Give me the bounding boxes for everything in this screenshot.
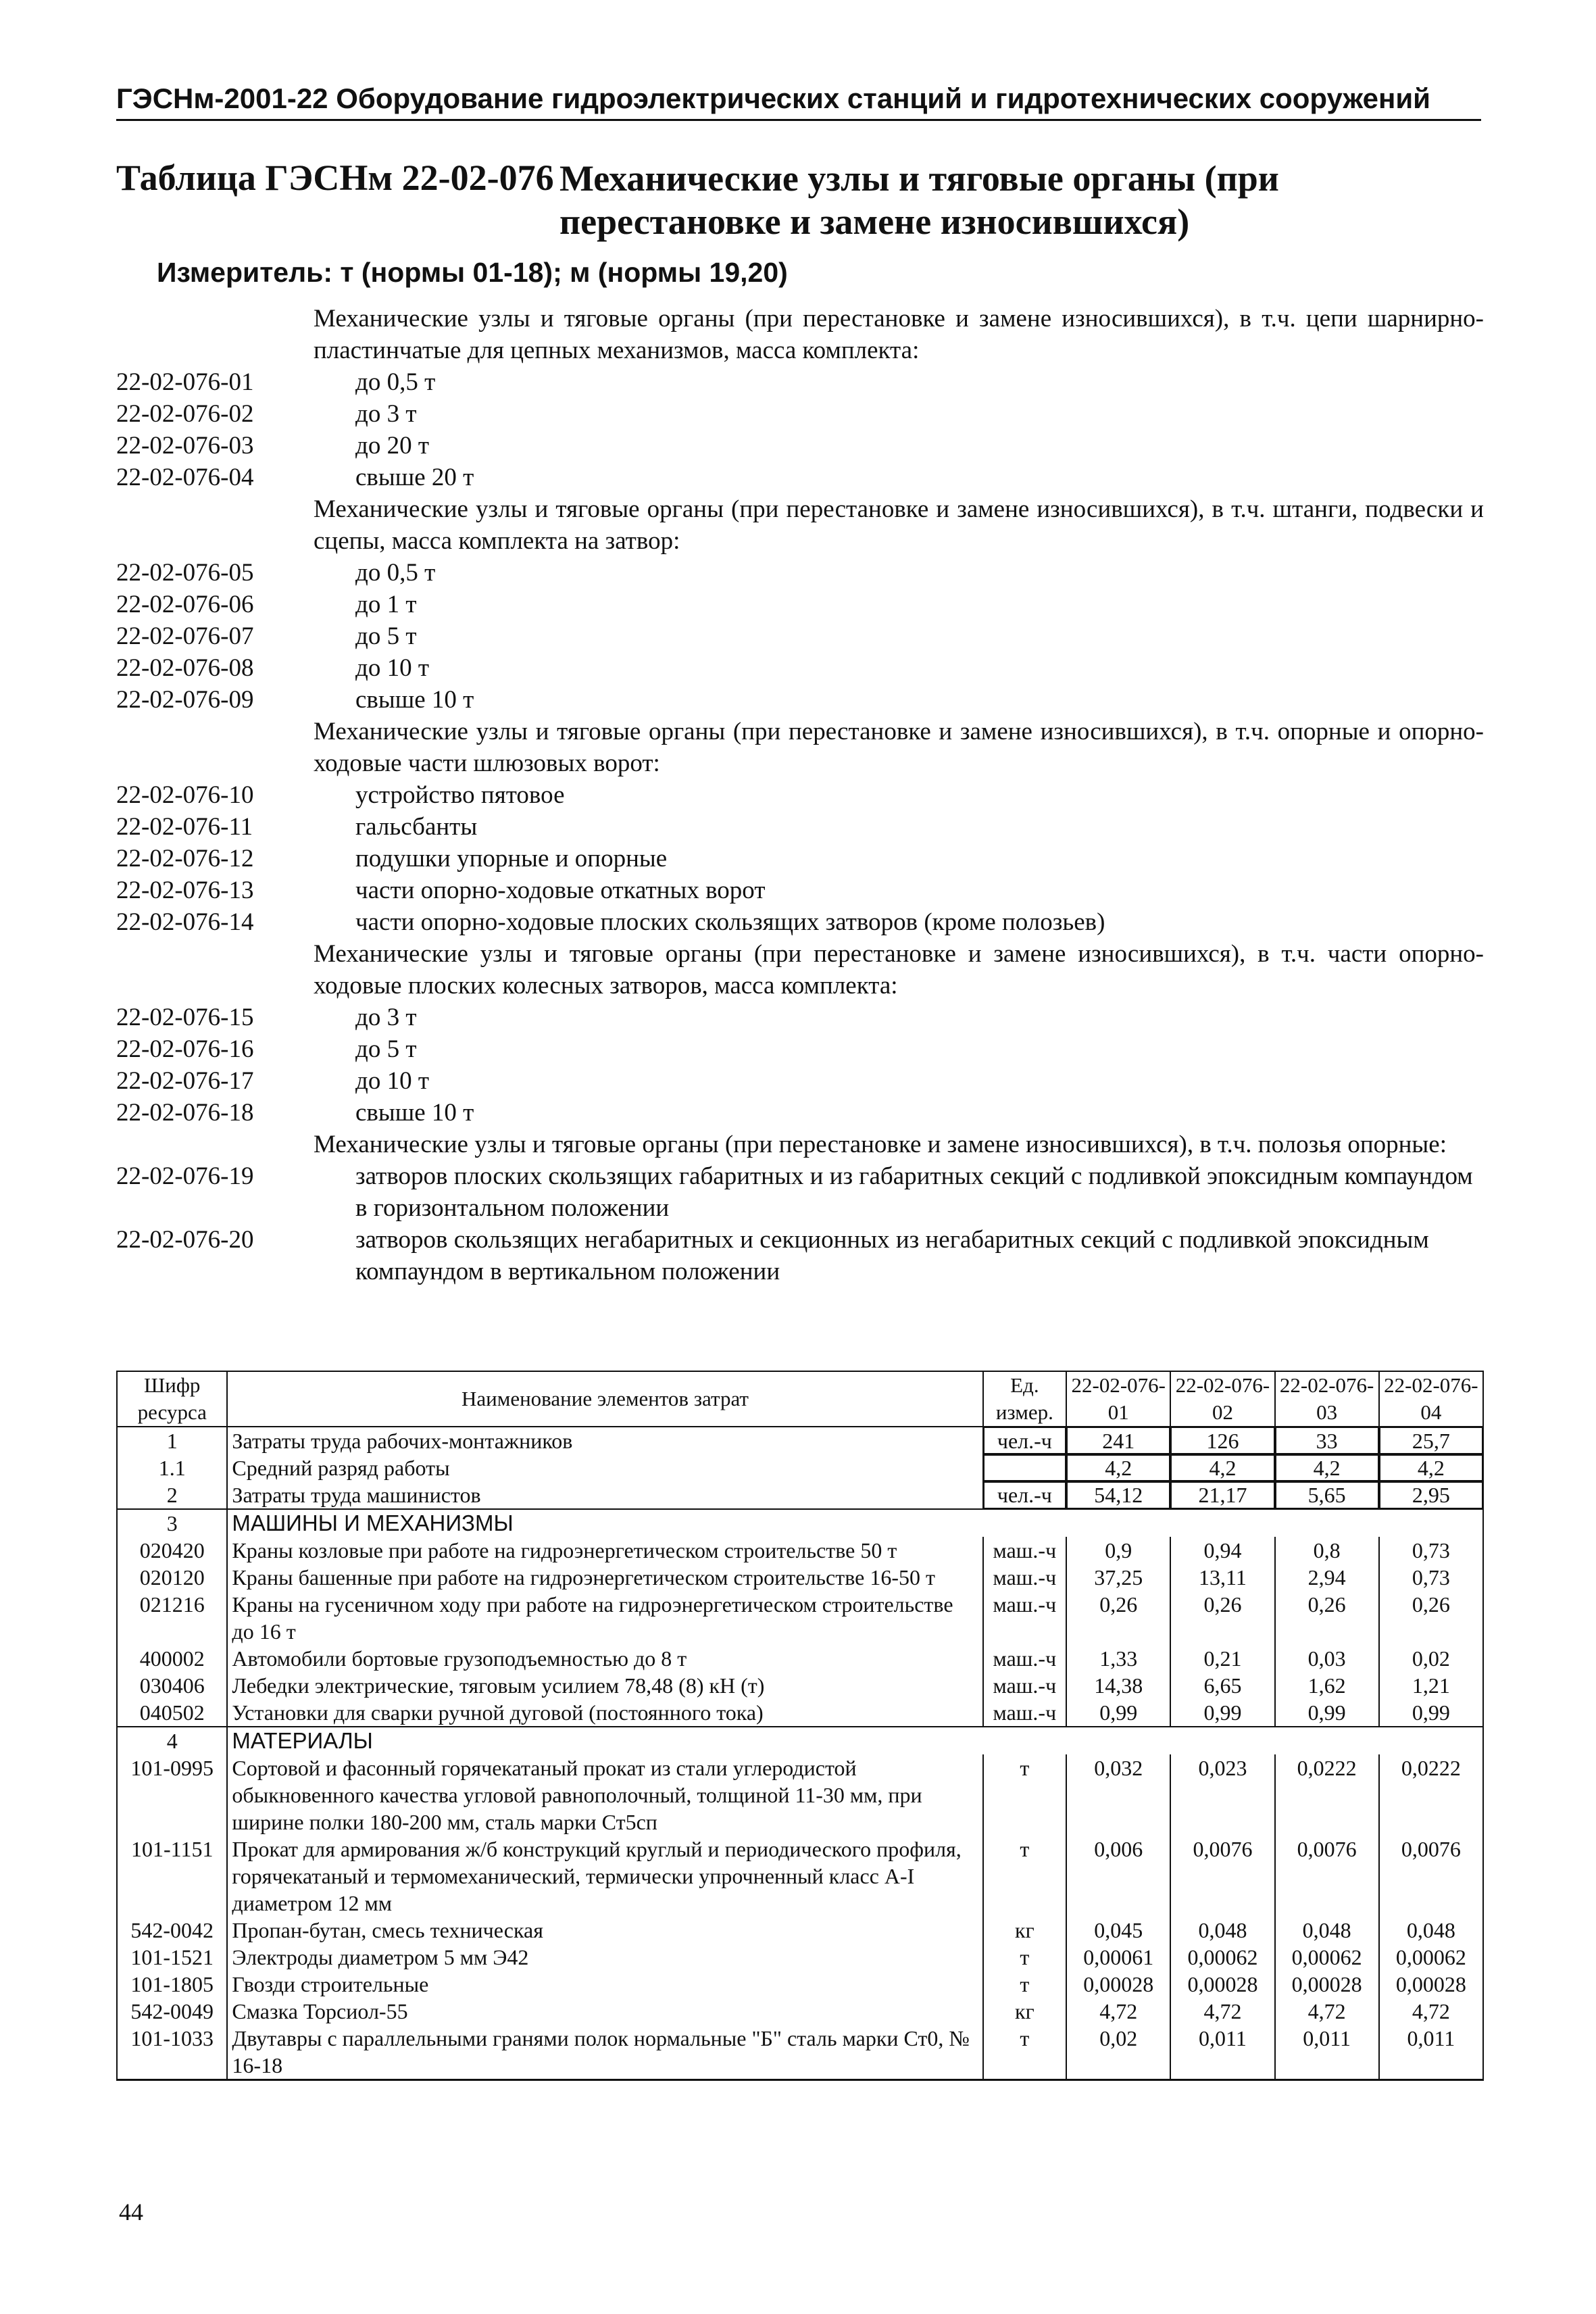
norm-code: 22-02-076-18 <box>116 1099 254 1127</box>
norm-text: до 20 т <box>355 432 429 460</box>
resource-value: 4,2 <box>1275 1454 1379 1481</box>
norm-item <box>116 1224 1484 1287</box>
norm-code: 22-02-076-14 <box>116 908 254 936</box>
resource-value: 0,94 <box>1170 1537 1274 1564</box>
resource-row <box>117 1672 1483 1699</box>
resource-row <box>117 1836 1483 1917</box>
resource-row <box>117 1591 1483 1645</box>
norm-text: до 0,5 т <box>355 559 436 587</box>
norm-code: 22-02-076-10 <box>116 781 254 809</box>
norm-text: свыше 10 т <box>355 1099 474 1127</box>
resource-row <box>117 1754 1483 1836</box>
norm-code: 22-02-076-06 <box>116 591 254 618</box>
norm-item <box>116 652 1484 684</box>
resource-value: 0,8 <box>1275 1537 1379 1564</box>
resource-unit: маш.-ч <box>983 1564 1067 1591</box>
resource-row <box>117 1645 1483 1672</box>
norm-text: до 3 т <box>355 400 417 428</box>
resource-unit: т <box>983 1754 1067 1836</box>
resource-value: 0,048 <box>1170 1917 1274 1944</box>
norm-text: части опорно-ходовые откатных ворот <box>355 877 766 904</box>
resource-value: 1,33 <box>1066 1645 1170 1672</box>
resource-code: 020420 <box>117 1537 227 1564</box>
norm-text: до 1 т <box>355 591 417 618</box>
resource-code: 101-1521 <box>117 1944 227 1971</box>
resource-name: Краны башенные при работе на гидроэнергетическом строительстве 16-50 т <box>227 1564 982 1591</box>
norm-item <box>116 906 1484 938</box>
resource-value: 4,72 <box>1170 1998 1274 2025</box>
header-unit: Ед. измер. <box>983 1371 1067 1427</box>
resource-value: 54,12 <box>1066 1481 1170 1509</box>
resource-name: Двутавры с параллельными гранями полок нормальные "Б" сталь марки Ст0, № 16-18 <box>227 2025 982 2080</box>
norm-item <box>116 398 1484 430</box>
norm-text: до 10 т <box>355 654 429 682</box>
resource-unit: маш.-ч <box>983 1699 1067 1727</box>
resource-value: 0,048 <box>1275 1917 1379 1944</box>
norm-text: затворов плоских скользящих габаритных и из габаритных секций с подливкой эпоксидным компаундом в горизонтальном положении <box>355 1162 1473 1222</box>
section-title: МАТЕРИАЛЫ <box>227 1727 1483 1754</box>
norm-text: части опорно-ходовые плоских скользящих затворов (кроме полозьев) <box>355 908 1105 936</box>
resource-code: 3 <box>117 1509 227 1537</box>
resource-code: 020120 <box>117 1564 227 1591</box>
resource-code: 101-1805 <box>117 1971 227 1998</box>
resource-value: 0,99 <box>1275 1699 1379 1727</box>
resource-value: 0,00061 <box>1066 1944 1170 1971</box>
norm-group-description <box>116 493 1484 557</box>
resource-value: 33 <box>1275 1427 1379 1454</box>
resource-value: 0,0076 <box>1379 1836 1483 1917</box>
norm-text: гальсбанты <box>355 813 478 841</box>
norm-code: 22-02-076-15 <box>116 1004 254 1031</box>
resource-row <box>117 1537 1483 1564</box>
resource-value: 0,02 <box>1066 2025 1170 2080</box>
norm-code: 22-02-076-03 <box>116 432 254 460</box>
resource-name: Установки для сварки ручной дуговой (постоянного тока) <box>227 1699 982 1727</box>
resource-table-body <box>117 1427 1483 2080</box>
resource-value: 6,65 <box>1170 1672 1274 1699</box>
norm-item <box>116 1097 1484 1129</box>
norm-item <box>116 430 1484 462</box>
norm-group-description <box>116 303 1484 366</box>
norm-item <box>116 557 1484 589</box>
resource-code: 4 <box>117 1727 227 1754</box>
norm-item <box>116 1065 1484 1097</box>
norm-group-text: Механические узлы и тяговые органы (при перестановке и замене износившихся), в т.ч. части опорно-ходовые плоских колесных затворов, масса комплекта: <box>314 940 1484 1000</box>
norm-code: 22-02-076-12 <box>116 845 254 872</box>
resource-name: Затраты труда рабочих-монтажников <box>227 1427 982 1454</box>
norm-code: 22-02-076-11 <box>116 813 253 841</box>
resource-unit: кг <box>983 1998 1067 2025</box>
norm-code: 22-02-076-17 <box>116 1067 254 1095</box>
norm-item <box>116 366 1484 398</box>
resource-name: Автомобили бортовые грузоподъемностью до 8 т <box>227 1645 982 1672</box>
resource-table-header <box>117 1371 1483 1427</box>
resource-value: 0,00062 <box>1275 1944 1379 1971</box>
header-code: Шифр ресурса <box>117 1371 227 1427</box>
resource-name: Лебедки электрические, тяговым усилием 78,48 (8) кН (т) <box>227 1672 982 1699</box>
resource-value: 4,72 <box>1379 1998 1483 2025</box>
resource-value: 0,03 <box>1275 1645 1379 1672</box>
section-row <box>117 1727 1483 1754</box>
header-name: Наименование элементов затрат <box>227 1371 982 1427</box>
resource-value: 0,26 <box>1170 1591 1274 1645</box>
resource-value: 0,02 <box>1379 1645 1483 1672</box>
resource-unit: маш.-ч <box>983 1645 1067 1672</box>
resource-row <box>117 1699 1483 1727</box>
resource-row <box>117 1481 1483 1509</box>
resource-table <box>116 1371 1484 2081</box>
header-col-1: 22-02-076-01 <box>1066 1371 1170 1427</box>
resource-name: Краны на гусеничном ходу при работе на гидроэнергетическом строительстве до 16 т <box>227 1591 982 1645</box>
norm-text: подушки упорные и опорные <box>355 845 668 872</box>
norm-group-description <box>116 938 1484 1002</box>
resource-value: 0,023 <box>1170 1754 1274 1836</box>
resource-value: 0,99 <box>1170 1699 1274 1727</box>
resource-value: 25,7 <box>1379 1427 1483 1454</box>
resource-code: 030406 <box>117 1672 227 1699</box>
resource-name: Средний разряд работы <box>227 1454 982 1481</box>
resource-value: 0,21 <box>1170 1645 1274 1672</box>
norm-item <box>116 462 1484 493</box>
norm-text: до 5 т <box>355 622 417 650</box>
resource-value: 0,99 <box>1066 1699 1170 1727</box>
resource-unit: маш.-ч <box>983 1591 1067 1645</box>
norm-code: 22-02-076-08 <box>116 654 254 682</box>
norm-code: 22-02-076-05 <box>116 559 254 587</box>
resource-code: 542-0042 <box>117 1917 227 1944</box>
norm-code: 22-02-076-13 <box>116 877 254 904</box>
norm-group-description <box>116 716 1484 779</box>
resource-value: 1,62 <box>1275 1672 1379 1699</box>
resource-code: 101-0995 <box>117 1754 227 1836</box>
measure-unit-line: Измеритель: т (нормы 01-18); м (нормы 19,20) <box>157 257 788 288</box>
section-row <box>117 1509 1483 1537</box>
resource-code: 400002 <box>117 1645 227 1672</box>
resource-row <box>117 1998 1483 2025</box>
norm-text: до 10 т <box>355 1067 429 1095</box>
norm-group-text: Механические узлы и тяговые органы (при перестановке и замене износившихся), в т.ч. опорные и опорно-ходовые части шлюзовых ворот: <box>314 718 1484 777</box>
resource-unit: чел.-ч <box>983 1481 1067 1509</box>
resource-value: 0,011 <box>1275 2025 1379 2080</box>
resource-value: 0,00028 <box>1275 1971 1379 1998</box>
norm-item <box>116 1002 1484 1033</box>
header-col-4: 22-02-076-04 <box>1379 1371 1483 1427</box>
resource-value: 0,0222 <box>1275 1754 1379 1836</box>
norm-item <box>116 843 1484 875</box>
table-title-name: Механические узлы и тяговые органы (при перестановке и замене износившихся) <box>559 158 1279 242</box>
resource-value: 21,17 <box>1170 1481 1274 1509</box>
norm-item <box>116 684 1484 716</box>
resource-row <box>117 1427 1483 1454</box>
resource-value: 0,73 <box>1379 1537 1483 1564</box>
resource-code: 040502 <box>117 1699 227 1727</box>
resource-unit: т <box>983 1836 1067 1917</box>
norm-group-description <box>116 1129 1484 1160</box>
resource-unit: маш.-ч <box>983 1537 1067 1564</box>
norm-code: 22-02-076-02 <box>116 400 254 428</box>
resource-unit: чел.-ч <box>983 1427 1067 1454</box>
resource-value: 2,95 <box>1379 1481 1483 1509</box>
norm-code: 22-02-076-19 <box>116 1162 254 1190</box>
resource-name: Гвозди строительные <box>227 1971 982 1998</box>
resource-value: 126 <box>1170 1427 1274 1454</box>
resource-unit: т <box>983 1971 1067 1998</box>
resource-value: 0,0076 <box>1170 1836 1274 1917</box>
norm-item <box>116 875 1484 906</box>
norm-group-text: Механические узлы и тяговые органы (при перестановке и замене износившихся), в т.ч. цепи шарнирно-пластинчатые для цепных механизмов, масса комплекта: <box>314 305 1484 364</box>
resource-value: 0,00028 <box>1066 1971 1170 1998</box>
resource-unit <box>983 1454 1067 1481</box>
resource-unit: т <box>983 2025 1067 2080</box>
resource-value: 4,2 <box>1379 1454 1483 1481</box>
resource-value: 5,65 <box>1275 1481 1379 1509</box>
header-col-2: 22-02-076-02 <box>1170 1371 1274 1427</box>
resource-value: 13,11 <box>1170 1564 1274 1591</box>
norm-text: устройство пятовое <box>355 781 565 809</box>
resource-value: 14,38 <box>1066 1672 1170 1699</box>
resource-value: 4,2 <box>1066 1454 1170 1481</box>
norm-code: 22-02-076-04 <box>116 464 254 491</box>
norm-text: до 0,5 т <box>355 368 436 396</box>
resource-value: 0,26 <box>1275 1591 1379 1645</box>
norms-list <box>116 303 1484 1287</box>
resource-value: 0,0222 <box>1379 1754 1483 1836</box>
norm-code: 22-02-076-07 <box>116 622 254 650</box>
norm-item <box>116 589 1484 620</box>
running-header: ГЭСНм-2001-22 Оборудование гидроэлектрических станций и гидротехнических сооружений <box>116 82 1481 121</box>
resource-code: 542-0049 <box>117 1998 227 2025</box>
norm-group-text: Механические узлы и тяговые органы (при перестановке и замене износившихся), в т.ч. штанги, подвески и сцепы, масса комплекта на затвор: <box>314 495 1484 555</box>
resource-value: 4,2 <box>1170 1454 1274 1481</box>
norm-item <box>116 779 1484 811</box>
norm-item <box>116 1160 1484 1224</box>
norm-item <box>116 811 1484 843</box>
resource-name: Электроды диаметром 5 мм Э42 <box>227 1944 982 1971</box>
norm-text: свыше 10 т <box>355 686 474 714</box>
norm-code: 22-02-076-01 <box>116 368 254 396</box>
resource-name: Пропан-бутан, смесь техническая <box>227 1917 982 1944</box>
resource-code: 2 <box>117 1481 227 1509</box>
resource-value: 0,99 <box>1379 1699 1483 1727</box>
resource-value: 0,00028 <box>1379 1971 1483 1998</box>
resource-unit: кг <box>983 1917 1067 1944</box>
resource-value: 0,032 <box>1066 1754 1170 1836</box>
resource-value: 0,73 <box>1379 1564 1483 1591</box>
resource-row <box>117 1917 1483 1944</box>
resource-value: 0,006 <box>1066 1836 1170 1917</box>
section-title: МАШИНЫ И МЕХАНИЗМЫ <box>227 1509 1483 1537</box>
norm-text: затворов скользящих негабаритных и секционных из негабаритных секций с подливкой эпоксидным компаундом в вертикальном положении <box>355 1226 1429 1285</box>
resource-unit: маш.-ч <box>983 1672 1067 1699</box>
resource-value: 0,26 <box>1066 1591 1170 1645</box>
resource-name: Смазка Торсиол-55 <box>227 1998 982 2025</box>
resource-row <box>117 2025 1483 2080</box>
resource-value: 4,72 <box>1066 1998 1170 2025</box>
resource-value: 241 <box>1066 1427 1170 1454</box>
norm-text: до 5 т <box>355 1035 417 1063</box>
resource-value: 0,011 <box>1170 2025 1274 2080</box>
resource-value: 0,00062 <box>1170 1944 1274 1971</box>
norm-code: 22-02-076-16 <box>116 1035 254 1063</box>
norm-group-text: Механические узлы и тяговые органы (при перестановке и замене износившихся), в т.ч. полозья опорные: <box>314 1131 1447 1158</box>
resource-value: 2,94 <box>1275 1564 1379 1591</box>
resource-name: Прокат для армирования ж/б конструкций круглый и периодического профиля, горячекатаный и термомеханический, термически упрочненный класс А-I диаметром 12 мм <box>227 1836 982 1917</box>
resource-value: 1,21 <box>1379 1672 1483 1699</box>
resource-name: Сортовой и фасонный горячекатаный прокат из стали углеродистой обыкновенного качества угловой равнополочный, толщиной 11-30 мм, при ширине полки 180-200 мм, сталь марки Ст5сп <box>227 1754 982 1836</box>
norm-text: свыше 20 т <box>355 464 474 491</box>
page-number: 44 <box>119 2198 143 2225</box>
resource-code: 101-1033 <box>117 2025 227 2080</box>
norm-item <box>116 620 1484 652</box>
resource-name: Краны козловые при работе на гидроэнергетическом строительстве 50 т <box>227 1537 982 1564</box>
table-title-label: Таблица ГЭСНм 22-02-076 <box>116 157 554 198</box>
resource-value: 4,72 <box>1275 1998 1379 2025</box>
resource-code: 021216 <box>117 1591 227 1645</box>
resource-value: 0,048 <box>1379 1917 1483 1944</box>
resource-code: 101-1151 <box>117 1836 227 1917</box>
resource-value: 0,0076 <box>1275 1836 1379 1917</box>
resource-value: 0,00062 <box>1379 1944 1483 1971</box>
norm-code: 22-02-076-09 <box>116 686 254 714</box>
norm-text: до 3 т <box>355 1004 417 1031</box>
header-col-3: 22-02-076-03 <box>1275 1371 1379 1427</box>
norm-code: 22-02-076-20 <box>116 1226 254 1254</box>
resource-unit: т <box>983 1944 1067 1971</box>
resource-code: 1 <box>117 1427 227 1454</box>
resource-value: 0,045 <box>1066 1917 1170 1944</box>
norm-item <box>116 1033 1484 1065</box>
resource-value: 0,00028 <box>1170 1971 1274 1998</box>
resource-value: 37,25 <box>1066 1564 1170 1591</box>
resource-row <box>117 1944 1483 1971</box>
resource-row <box>117 1454 1483 1481</box>
resource-value: 0,9 <box>1066 1537 1170 1564</box>
resource-row <box>117 1564 1483 1591</box>
resource-value: 0,011 <box>1379 2025 1483 2080</box>
resource-code: 1.1 <box>117 1454 227 1481</box>
resource-value: 0,26 <box>1379 1591 1483 1645</box>
resource-name: Затраты труда машинистов <box>227 1481 982 1509</box>
resource-row <box>117 1971 1483 1998</box>
